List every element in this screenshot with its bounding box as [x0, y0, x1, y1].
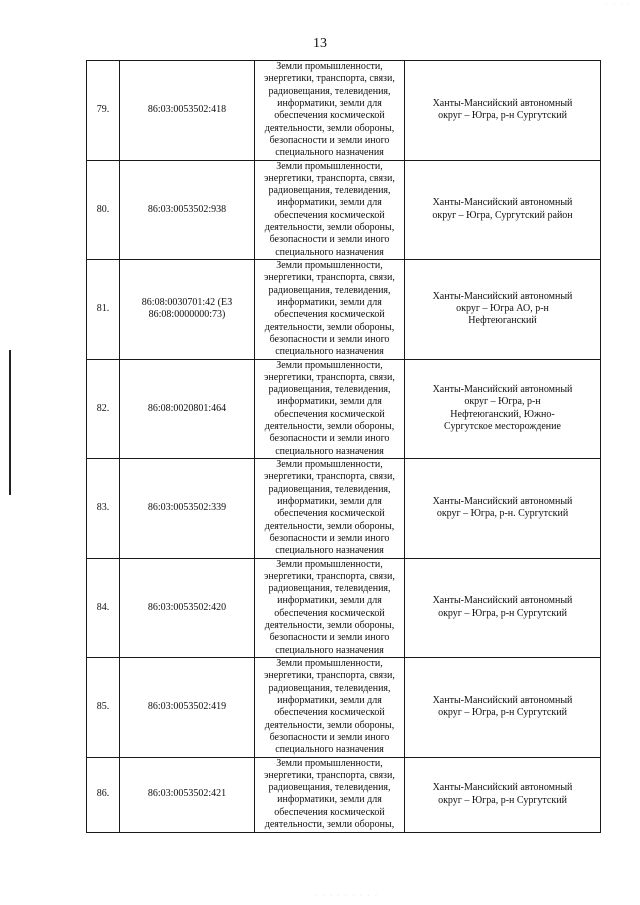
cadastral-number: 86:08:0030701:42 (ЕЗ 86:08:0000000:73) — [120, 260, 255, 360]
location: Ханты-Мансийский автономный округ – Югра, р-н Нефтеюганский, Южно- Сургутское месторождение — [405, 359, 601, 459]
location: Ханты-Мансийский автономный округ – Югра, р-н Сургутский — [405, 658, 601, 758]
table-row — [87, 558, 601, 658]
row-number: 82. — [87, 359, 120, 459]
row-number: 85. — [87, 658, 120, 758]
cadastral-number: 86:03:0053502:339 — [120, 459, 255, 559]
cadastral-number: 86:08:0020801:464 — [120, 359, 255, 459]
land-category: Земли промышленности, энергетики, транспорта, связи, радиовещания, телевидения, информатики, земли для обеспечения космической деятельности, земли обороны, безопасности и земли иного специального назначения — [255, 658, 405, 758]
scan-noise-footer: · · · · · · · · · — [315, 893, 379, 899]
location: Ханты-Мансийский автономный округ – Югра, р-н. Сургутский — [405, 459, 601, 559]
cadastral-number: 86:03:0053502:418 — [120, 61, 255, 161]
row-number: 81. — [87, 260, 120, 360]
cadastral-number: 86:03:0053502:419 — [120, 658, 255, 758]
row-number: 80. — [87, 160, 120, 260]
table-row — [87, 160, 601, 260]
cadastral-number: 86:03:0053502:938 — [120, 160, 255, 260]
table-row — [87, 658, 601, 758]
row-number: 83. — [87, 459, 120, 559]
row-number: 79. — [87, 61, 120, 161]
cadastral-number: 86:03:0053502:421 — [120, 757, 255, 832]
cadastral-number: 86:03:0053502:420 — [120, 558, 255, 658]
location: Ханты-Мансийский автономный округ – Югра, р-н Сургутский — [405, 757, 601, 832]
table-row — [87, 61, 601, 161]
land-category: Земли промышленности, энергетики, транспорта, связи, радиовещания, телевидения, информатики, земли для обеспечения космической деятельности, земли обороны, — [255, 757, 405, 832]
land-category: Земли промышленности, энергетики, транспорта, связи, радиовещания, телевидения, информатики, земли для обеспечения космической деятельности, земли обороны, безопасности и земли иного специального назначения — [255, 260, 405, 360]
land-category: Земли промышленности, энергетики, транспорта, связи, радиовещания, телевидения, информатики, земли для обеспечения космической деятельности, земли обороны, безопасности и земли иного специального назначения — [255, 61, 405, 161]
table-row — [87, 757, 601, 832]
land-category: Земли промышленности, энергетики, транспорта, связи, радиовещания, телевидения, информатики, земли для обеспечения космической деятельности, земли обороны, безопасности и земли иного специального назначения — [255, 558, 405, 658]
table-row — [87, 260, 601, 360]
location: Ханты-Мансийский автономный округ – Югра, р-н Сургутский — [405, 61, 601, 161]
row-number: 84. — [87, 558, 120, 658]
row-number: 86. — [87, 757, 120, 832]
location: Ханты-Мансийский автономный округ – Югра, р-н Сургутский — [405, 558, 601, 658]
land-category: Земли промышленности, энергетики, транспорта, связи, радиовещания, телевидения, информатики, земли для обеспечения космической деятельности, земли обороны, безопасности и земли иного специального назначения — [255, 359, 405, 459]
land-category: Земли промышленности, энергетики, транспорта, связи, радиовещания, телевидения, информатики, земли для обеспечения космической деятельности, земли обороны, безопасности и земли иного специального назначения — [255, 160, 405, 260]
table-row — [87, 459, 601, 559]
land-plots-table — [86, 60, 601, 833]
margin-scan-mark — [9, 350, 11, 495]
land-category: Земли промышленности, энергетики, транспорта, связи, радиовещания, телевидения, информатики, земли для обеспечения космической деятельности, земли обороны, безопасности и земли иного специального назначения — [255, 459, 405, 559]
table-row — [87, 359, 601, 459]
location: Ханты-Мансийский автономный округ – Югра, Сургутский район — [405, 160, 601, 260]
scan-noise-top: · · · · — [605, 2, 632, 8]
page-number: 13 — [313, 36, 327, 51]
location: Ханты-Мансийский автономный округ – Югра АО, р-н Нефтеюганский — [405, 260, 601, 360]
